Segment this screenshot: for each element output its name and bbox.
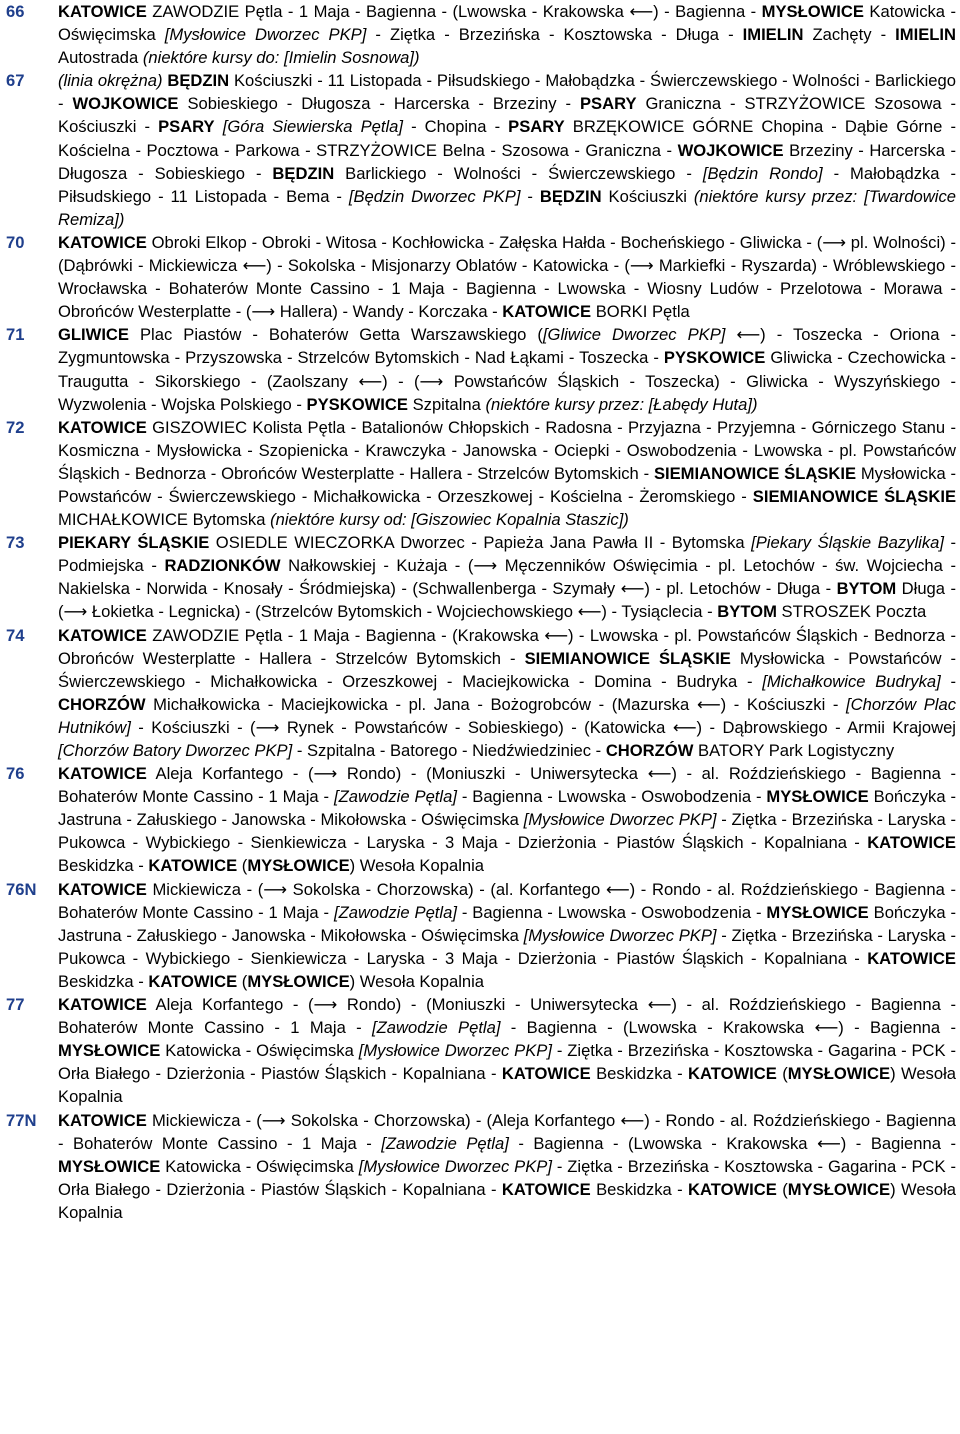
place-name: MYSŁOWICE: [247, 856, 350, 876]
place-name: MYSŁOWICE: [58, 1156, 161, 1176]
stop-note: (niektóre kursy przez: [Twardowice Remiza]): [58, 186, 956, 229]
street-text: Bończyka - Jastruna - Załuskiego - Janowska - Mikołowska - Oświęcimska: [58, 902, 957, 945]
street-text: - Podmiejska -: [58, 533, 956, 576]
street-text: - Małobądzka - Piłsudskiego - 11 Listopada - Bema -: [58, 163, 957, 206]
stop-note: (niektóre kursy od: [Giszowiec Kopalnia Staszic]): [270, 510, 629, 530]
stop-note: (linia okrężna): [58, 71, 163, 91]
route-entry: [6, 231, 956, 323]
place-name: SIEMIANOWICE ŚLĄSKIE: [524, 648, 731, 668]
street-text: ZAWODZIE Pętla - 1 Maja - Bagienna - (Krakowska ⟵) - Lwowska - pl. Powstańców Śląskich - Bednorza - Obrońców Westerplatte - Hallera - Strzelców Bytomskich -: [58, 625, 956, 668]
street-text: (: [776, 1179, 788, 1199]
street-text: BATORY Park Logistyczny: [693, 741, 895, 760]
stop-note: [Mysłowice Dworzec PKP]: [358, 1041, 552, 1061]
route-description: [58, 1109, 956, 1224]
street-text: Aleja Korfantego - (⟶ Rondo) - (Moniuszki - Uniwersytecka ⟵) - al. Roździeńskiego - Bagienna - Bohaterów Monte Cassino - 1 Maja -: [58, 995, 956, 1038]
place-name: KATOWICE: [58, 995, 147, 1015]
place-name: PSARY: [158, 117, 215, 137]
place-name: KATOWICE: [58, 2, 147, 21]
street-text: -: [940, 671, 956, 691]
street-text: Katowicka - Oświęcimska: [58, 2, 957, 45]
street-text: Mickiewicza - (⟶ Sokolska - Chorzowska) - (Aleja Korfantego ⟵) - Rondo - al. Roździeńskiego - Bagienna - Bohaterów Monte Cassino - 1 Maja -: [58, 1110, 956, 1153]
place-name: KATOWICE: [58, 1110, 147, 1130]
place-name: PYSKOWICE: [306, 394, 408, 414]
route-entry: [6, 878, 956, 993]
route-description: [58, 531, 956, 623]
route-description: [58, 231, 956, 323]
street-text: Graniczna - STRZYŻOWICE Szosowa - Kościuszki -: [58, 94, 957, 137]
street-text: Mysłowicka - Powstańców - Świerczewskiego - Michałkowicka - Orzeszkowej - Kościelna - Żeromskiego -: [58, 463, 957, 506]
place-name: WOJKOWICE: [677, 140, 784, 160]
street-text: Beskidzka -: [58, 856, 149, 876]
route-description: [58, 69, 956, 231]
route-description: [58, 993, 956, 1108]
street-text: Beskidzka -: [58, 971, 149, 991]
place-name: BYTOM: [836, 579, 897, 599]
place-name: KATOWICE: [867, 833, 956, 853]
street-text: ZAWODZIE Pętla - 1 Maja - Bagienna - (Lwowska - Krakowska ⟵) - Bagienna -: [146, 2, 762, 21]
street-text: Michałkowicka - Maciejkowicka - pl. Jana - Bożogrobców - (Mazurska ⟵) - Kościuszki -: [145, 694, 847, 714]
place-name: BĘDZIN: [272, 163, 335, 183]
street-text: - Bagienna - (Lwowska - Krakowska ⟵) - Bagienna -: [508, 1133, 957, 1153]
street-text: Sobieskiego - Długosza - Harcerska - Brzeziny -: [178, 94, 580, 114]
route-number: 74: [6, 625, 25, 645]
street-text: (: [237, 856, 248, 876]
route-number: 77N: [6, 1110, 37, 1130]
place-name: KATOWICE: [58, 232, 147, 252]
street-text: Mickiewicza - (⟶ Sokolska - Chorzowska) - (al. Korfantego ⟵) - Rondo - al. Roździeńskiego - Bagienna - Bohaterów Monte Cassino - 1 Maja -: [58, 879, 956, 922]
street-text: - Ziętka - Brzezińska - Kosztowska - Długa -: [366, 25, 743, 45]
place-name: KATOWICE: [58, 879, 147, 899]
route-entry: [6, 1109, 956, 1224]
place-name: SIEMIANOWICE ŚLĄSKIE: [752, 486, 957, 506]
stop-note: [Zawodzie Pętla]: [333, 902, 457, 922]
route-description: [58, 323, 956, 415]
route-number: 71: [6, 325, 25, 345]
route-number: 76N: [6, 879, 37, 899]
route-entry: [6, 624, 956, 763]
place-name: MYSŁOWICE: [787, 1179, 891, 1199]
street-text: - Bagienna - (Lwowska - Krakowska ⟵) - Bagienna -: [500, 1018, 956, 1038]
street-text: - Ziętka - Brzezińska - Laryska - Pukowca - Wybickiego - Sienkiewicza - Laryska - 3 Maja - Dzierżonia - Piastów Śląskich - Kopalniana -: [58, 925, 956, 968]
stop-note: [Chorzów Batory Dworzec PKP]: [58, 741, 293, 760]
street-text: ⟵) - Toszecka - Oriona - Zygmuntowska - Przyszowska - Strzelców Bytomskich - Nad Łąkami - Toszecka -: [58, 325, 956, 368]
street-text: Katowicka - Oświęcimska: [160, 1156, 359, 1176]
route-description: [58, 416, 956, 531]
place-name: WOJKOWICE: [72, 94, 179, 114]
place-name: BYTOM: [717, 602, 777, 622]
route-number: 66: [6, 2, 25, 21]
place-name: PIEKARY ŚLĄSKIE: [58, 533, 210, 553]
stop-note: [Zawodzie Pętla]: [372, 1018, 501, 1038]
route-number: 77: [6, 995, 25, 1015]
place-name: PSARY: [508, 117, 565, 137]
place-name: IMIELIN: [742, 25, 804, 45]
stop-note: [Zawodzie Pętla]: [333, 787, 457, 807]
route-entry: [6, 531, 956, 623]
route-entry: [6, 0, 956, 69]
stop-note: [Zawodzie Pętla]: [381, 1133, 509, 1153]
route-entry: [6, 69, 956, 231]
stop-note: (niektóre kursy przez: [Łabędy Huta]): [485, 394, 758, 414]
place-name: CHORZÓW: [605, 741, 694, 760]
street-text: Brzeziny - Harcerska - Długosza - Sobieskiego -: [58, 140, 957, 183]
street-text: (: [237, 971, 248, 991]
route-description: [58, 624, 956, 763]
stop-note: [Góra Siewierska Pętla]: [222, 117, 404, 137]
street-text: Aleja Korfantego - (⟶ Rondo) - (Moniuszki - Uniwersytecka ⟵) - al. Roździeńskiego - Bagienna - Bohaterów Monte Cassino - 1 Maja -: [58, 764, 956, 807]
street-text: BORKI Pętla: [591, 302, 690, 322]
street-text: Zachęty -: [803, 25, 896, 45]
street-text: [215, 117, 223, 136]
place-name: KATOWICE: [148, 856, 238, 876]
place-name: BĘDZIN: [539, 186, 602, 206]
route-number: 70: [6, 232, 25, 252]
street-text: BRZĘKOWICE GÓRNE Chopina - Dąbie Górne - Kościelna - Pocztowa - Parkowa - STRZYŻOWICE Belna - Szosowa - Graniczna -: [58, 117, 956, 160]
place-name: GLIWICE: [58, 325, 129, 345]
place-name: BĘDZIN: [167, 71, 230, 91]
stop-note: [Gliwice Dworzec PKP]: [542, 325, 726, 345]
route-list: [6, 0, 956, 1224]
place-name: MYSŁOWICE: [58, 1041, 161, 1061]
place-name: MYSŁOWICE: [247, 971, 350, 991]
place-name: KATOWICE: [501, 1064, 591, 1084]
street-text: Szpitalna: [407, 394, 486, 414]
stop-note: [Mysłowice Dworzec PKP]: [523, 810, 717, 830]
street-text: Kościuszki - 11 Listopada - Piłsudskiego - Małobądzka - Świerczewskiego - Wolności - Barlickiego -: [58, 71, 956, 114]
route-description: [58, 762, 956, 877]
street-text: GISZOWIEC Kolista Pętla - Batalionów Chłopskich - Radosna - Przyjazna - Przyjemna - Górniczego Stanu - Kosmiczna - Mysłowicka - Szopienicka - Krawczyka - Janowska - Ociepki - Oswobodzenia - Lwowska - pl. Powstańców Śląskich - Bednorza - Obrońców Westerplatte - Hallera - Strzelców Bytomskich -: [58, 417, 956, 483]
place-name: RADZIONKÓW: [164, 556, 281, 576]
street-text: Beskidzka -: [590, 1179, 689, 1199]
street-text: Autostrada: [58, 48, 143, 68]
street-text: Beskidzka -: [590, 1064, 689, 1084]
route-entry: [6, 993, 956, 1108]
street-text: ) Wesoła Kopalnia: [349, 856, 485, 876]
place-name: MYSŁOWICE: [787, 1064, 891, 1084]
street-text: Gliwicka - Czechowicka - Traugutta - Sikorskiego - (Zaolszany ⟵) - (⟶ Powstańców Śląskich - Toszecka) - Gliwicka - Wyszyńskiego - Wyzwolenia - Wojska Polskiego -: [58, 348, 956, 414]
stop-note: [Mysłowice Dworzec PKP]: [164, 25, 367, 45]
street-text: Nałkowskiej - Kużaja - (⟶ Męczenników Oświęcimia - pl. Letochów - św. Wojciecha - Nakielska - Norwida - Knosały - Śródmiejska) - (Schwallenberga - Szymały ⟵) - pl. Letochów - Długa -: [58, 556, 956, 599]
route-description: [58, 878, 956, 993]
stop-note: [Michałkowice Budryka]: [762, 671, 941, 691]
street-text: - Ziętka - Brzezińska - Kosztowska - Gagarina - PCK - Orła Białego - Dzierżonia - Piastów Śląskich - Kopalniana -: [58, 1156, 956, 1199]
place-name: PSARY: [579, 94, 637, 114]
street-text: Długa - (⟶ Łokietka - Legnicka) - (Strzelców Bytomskich - Wojciechowskiego ⟵) - Tysiąclecia -: [58, 579, 956, 622]
stop-note: [Mysłowice Dworzec PKP]: [358, 1156, 552, 1176]
place-name: PYSKOWICE: [663, 348, 766, 368]
place-name: KATOWICE: [688, 1179, 777, 1199]
route-description: [58, 0, 956, 69]
stop-note: [Będzin Rondo]: [702, 163, 823, 183]
place-name: MYSŁOWICE: [766, 902, 869, 922]
place-name: KATOWICE: [58, 764, 147, 784]
street-text: - Szpitalna - Batorego - Niedźwiedziniec -: [292, 741, 606, 760]
street-text: Obroki Elkop - Obroki - Witosa - Kochłowicka - Załęska Hałda - Bocheńskiego - Gliwicka - (⟶ pl. Wolności) - (Dąbrówki - Mickiewicza ⟵) - Sokolska - Misjonarzy Oblatów - Katowicka - (⟶ Markiefki - Ryszarda) - Wróblewskiego - Wrocławska - Bohaterów Monte Cassino - 1 Maja - Bagienna - Lwowska - Wiosny Ludów - Przelotowa - Morawa - Obrońców Westerplatte - (⟶ Hallera) - Wandy - Korczaka -: [58, 232, 956, 322]
street-text: - Ziętka - Brzezińska - Kosztowska - Gagarina - PCK - Orła Białego - Dzierżonia - Piastów Śląskich - Kopalniana -: [58, 1041, 956, 1084]
route-number: 72: [6, 417, 25, 437]
stop-note: [Chorzów Plac Hutników]: [58, 694, 956, 737]
street-text: - Bagienna - Lwowska - Oswobodzenia -: [456, 902, 767, 922]
place-name: KATOWICE: [58, 625, 147, 645]
route-entry: [6, 416, 956, 531]
place-name: KATOWICE: [58, 417, 147, 437]
street-text: Bończyka - Jastruna - Załuskiego - Janowska - Mikołowska - Oświęcimska: [58, 787, 957, 830]
route-number: 76: [6, 764, 25, 784]
place-name: KATOWICE: [867, 948, 956, 968]
place-name: SIEMIANOWICE ŚLĄSKIE: [653, 463, 857, 483]
place-name: KATOWICE: [148, 971, 238, 991]
route-entry: [6, 762, 956, 877]
street-text: (: [776, 1064, 788, 1084]
place-name: KATOWICE: [502, 302, 592, 322]
place-name: MYSŁOWICE: [766, 787, 869, 807]
street-text: STROSZEK Poczta: [776, 602, 927, 622]
street-text: - Chopina -: [403, 117, 509, 137]
street-text: -: [520, 186, 540, 206]
street-text: OSIEDLE WIECZORKA Dworzec - Papieża Jana Pawła II - Bytomska: [209, 533, 752, 553]
street-text: MICHAŁKOWICE Bytomska: [58, 510, 271, 530]
street-text: - Bagienna - Lwowska - Oswobodzenia -: [456, 787, 767, 807]
place-name: MYSŁOWICE: [761, 2, 864, 21]
route-number: 67: [6, 71, 25, 91]
street-text: - Ziętka - Brzezińska - Laryska - Pukowca - Wybickiego - Sienkiewicza - Laryska - 3 Maja - Dzierżonia - Piastów Śląskich - Kopalniana -: [58, 810, 956, 853]
stop-note: (niektóre kursy do: [Imielin Sosnowa]): [142, 48, 420, 68]
street-text: ) Wesoła Kopalnia: [58, 1064, 956, 1107]
place-name: KATOWICE: [501, 1179, 591, 1199]
street-text: ) Wesoła Kopalnia: [58, 1179, 956, 1222]
stop-note: [Będzin Dworzec PKP]: [348, 186, 521, 206]
stop-note: [Mysłowice Dworzec PKP]: [523, 925, 717, 945]
place-name: KATOWICE: [688, 1064, 777, 1084]
route-number: 73: [6, 533, 25, 553]
street-text: Plac Piastów - Bohaterów Getta Warszawskiego (: [128, 325, 543, 345]
stop-note: [Piekary Śląskie Bazylika]: [751, 533, 944, 553]
street-text: ) Wesoła Kopalnia: [349, 971, 485, 991]
street-text: Barlickiego - Wolności - Świerczewskiego -: [334, 163, 703, 183]
street-text: Katowicka - Oświęcimska: [160, 1041, 359, 1061]
place-name: IMIELIN: [895, 25, 957, 45]
route-entry: [6, 323, 956, 415]
place-name: CHORZÓW: [58, 694, 146, 714]
street-text: Mysłowicka - Powstańców - Świerczewskiego - Michałkowicka - Orzeszkowej - Maciejkowicka - Domina - Budryka -: [58, 648, 957, 691]
street-text: - Kościuszki - (⟶ Rynek - Powstańców - Sobieskiego) - (Katowicka ⟵) - Dąbrowskiego - Armii Krajowej: [130, 717, 956, 737]
street-text: Kościuszki: [601, 186, 694, 206]
